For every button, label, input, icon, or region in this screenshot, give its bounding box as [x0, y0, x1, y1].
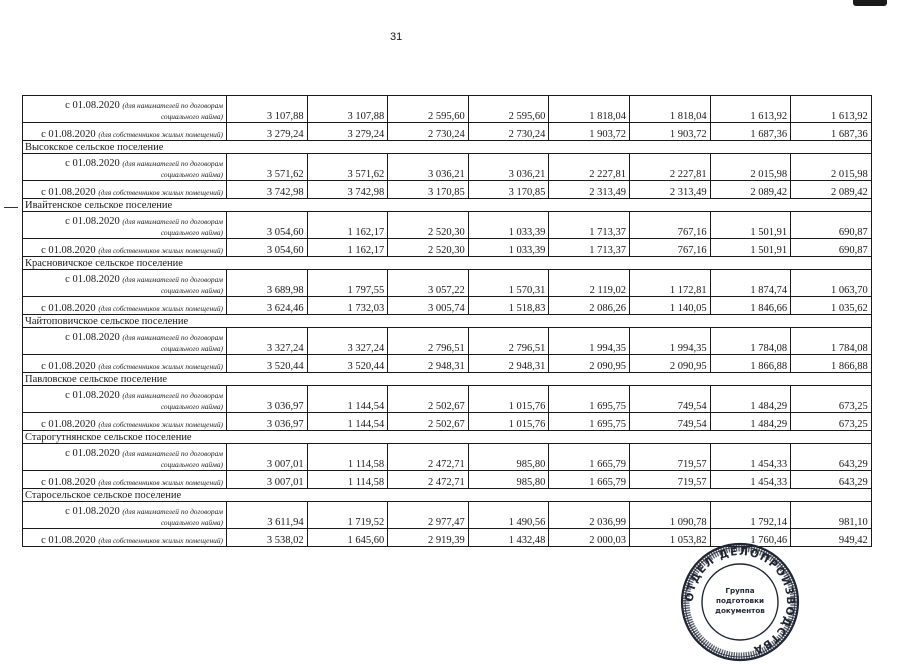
tariff-value-cell: 643,29	[791, 471, 872, 489]
effective-date: с 01.08.2020	[41, 128, 96, 140]
stamp-center-line-3: документов	[715, 606, 765, 615]
tariff-value-cell: 2 472,71	[388, 444, 469, 471]
tariff-value-cell: 1 162,17	[307, 212, 388, 239]
tariff-value-cell: 1 719,52	[307, 502, 388, 529]
effective-date: с 01.08.2020	[41, 244, 96, 256]
tariff-value-cell: 1 818,04	[629, 96, 710, 123]
category-note-continued: социального найма)	[160, 343, 223, 353]
tariff-value-cell: 2 502,67	[388, 386, 469, 413]
tariff-value-cell: 1 792,14	[710, 502, 791, 529]
tariff-value-cell: 2 977,47	[388, 502, 469, 529]
tariff-value-cell: 3 036,21	[468, 154, 549, 181]
category-note: (для собственников жилых помещений)	[98, 303, 223, 313]
category-note: (для нанимателей по договорам	[122, 390, 223, 400]
settlement-name: Павловское сельское поселение	[23, 373, 872, 386]
tariff-value-cell: 1 015,76	[468, 386, 549, 413]
tariff-value-cell: 1 818,04	[549, 96, 630, 123]
settlement-name: Старогутнянское сельское поселение	[23, 431, 872, 444]
settlement-name: Чайтоповичское сельское поселение	[23, 315, 872, 328]
tariff-value-cell: 3 611,94	[227, 502, 308, 529]
tariff-value-cell: 985,80	[468, 471, 549, 489]
settlement-header-row	[23, 315, 872, 328]
category-note: (для собственников жилых помещений)	[98, 361, 223, 371]
tariff-value-cell: 1 784,08	[791, 328, 872, 355]
tariff-value-cell: 690,87	[791, 239, 872, 257]
tariff-value-cell: 2 595,60	[388, 96, 469, 123]
tariff-value-cell: 1 613,92	[710, 96, 791, 123]
category-note: (для нанимателей по договорам	[122, 332, 223, 342]
category-note: (для нанимателей по договорам	[122, 158, 223, 168]
tariff-value-cell: 3 571,62	[307, 154, 388, 181]
tariff-value-cell: 1 033,39	[468, 239, 549, 257]
tariff-value-cell: 2 502,67	[388, 413, 469, 431]
tariff-value-cell: 1 454,33	[710, 444, 791, 471]
tariff-value-cell: 719,57	[629, 444, 710, 471]
settlement-name: Высокское сельское поселение	[23, 141, 872, 154]
effective-date: с 01.08.2020	[41, 534, 96, 546]
tariff-value-cell: 643,29	[791, 444, 872, 471]
effective-date: с 01.08.2020	[65, 99, 120, 111]
department-stamp	[678, 540, 802, 664]
tariff-value-cell: 1 903,72	[629, 123, 710, 141]
tariff-value-cell: 949,42	[791, 529, 872, 547]
tariff-value-cell: 1 090,78	[629, 502, 710, 529]
row-label	[23, 96, 227, 123]
row-label	[23, 270, 227, 297]
table-row	[23, 212, 872, 239]
tariff-value-cell: 3 007,01	[227, 444, 308, 471]
tariff-value-cell: 2 520,30	[388, 212, 469, 239]
tariff-value-cell: 2 948,31	[468, 355, 549, 373]
row-label	[23, 502, 227, 529]
tariff-value-cell: 1 732,03	[307, 297, 388, 315]
row-label	[23, 154, 227, 181]
tariff-value-cell: 2 919,39	[388, 529, 469, 547]
settlement-header-row	[23, 431, 872, 444]
stamp-center-line-2: подготовки	[716, 596, 764, 605]
tariff-value-cell: 3 689,98	[227, 270, 308, 297]
effective-date: с 01.08.2020	[65, 447, 120, 459]
category-note-continued: социального найма)	[160, 517, 223, 527]
category-note: (для нанимателей по договорам	[122, 448, 223, 458]
table-row	[23, 413, 872, 431]
category-note-continued: социального найма)	[160, 111, 223, 121]
tariff-value-cell: 749,54	[629, 386, 710, 413]
row-label	[23, 212, 227, 239]
tariff-value-cell: 2 796,51	[388, 328, 469, 355]
settlement-header-row	[23, 257, 872, 270]
effective-date: с 01.08.2020	[65, 505, 120, 517]
tariff-value-cell: 1 454,33	[710, 471, 791, 489]
effective-date: с 01.08.2020	[41, 186, 96, 198]
tariff-value-cell: 1 866,88	[710, 355, 791, 373]
table-row	[23, 444, 872, 471]
tariff-value-cell: 2 119,02	[549, 270, 630, 297]
table-row	[23, 239, 872, 257]
tariff-value-cell: 3 279,24	[307, 123, 388, 141]
tariff-value-cell: 1 172,81	[629, 270, 710, 297]
tariff-value-cell: 2 313,49	[549, 181, 630, 199]
row-label	[23, 386, 227, 413]
tariff-value-cell: 673,25	[791, 413, 872, 431]
tariff-value-cell: 2 595,60	[468, 96, 549, 123]
tariff-value-cell: 1 695,75	[549, 386, 630, 413]
effective-date: с 01.08.2020	[41, 302, 96, 314]
tariff-value-cell: 1 665,79	[549, 444, 630, 471]
table-row	[23, 181, 872, 199]
row-label	[23, 444, 227, 471]
tariff-value-cell: 2 015,98	[710, 154, 791, 181]
tariff-value-cell: 2 730,24	[468, 123, 549, 141]
tariff-value-cell: 3 054,60	[227, 212, 308, 239]
effective-date: с 01.08.2020	[65, 157, 120, 169]
row-label	[23, 355, 227, 373]
tariff-value-cell: 3 279,24	[227, 123, 308, 141]
table-row	[23, 471, 872, 489]
table-row	[23, 355, 872, 373]
tariff-value-cell: 1 144,54	[307, 413, 388, 431]
tariff-value-cell: 1 114,58	[307, 471, 388, 489]
tariff-value-cell: 1 645,60	[307, 529, 388, 547]
table-row	[23, 123, 872, 141]
table-row	[23, 154, 872, 181]
row-label	[23, 328, 227, 355]
table-row	[23, 297, 872, 315]
stamp-ring-text: ОТДЕЛ ДЕЛОПРОИЗВОДСТВА	[683, 545, 797, 657]
tariff-value-cell: 1 713,37	[549, 212, 630, 239]
table-row	[23, 386, 872, 413]
category-note: (для нанимателей по договорам	[122, 506, 223, 516]
tariff-value-cell: 1 903,72	[549, 123, 630, 141]
tariff-value-cell: 3 005,74	[388, 297, 469, 315]
stamp-center-line-1: Группа	[725, 586, 755, 595]
table-row	[23, 328, 872, 355]
tariff-value-cell: 3 054,60	[227, 239, 308, 257]
tariff-value-cell: 3 327,24	[307, 328, 388, 355]
tariff-value-cell: 3 742,98	[307, 181, 388, 199]
category-note-continued: социального найма)	[160, 459, 223, 469]
tariff-value-cell: 1 866,88	[791, 355, 872, 373]
tariff-value-cell: 2 086,26	[549, 297, 630, 315]
tariff-value-cell: 2 313,49	[629, 181, 710, 199]
tariff-value-cell: 1 518,83	[468, 297, 549, 315]
tariff-value-cell: 1 490,56	[468, 502, 549, 529]
tariff-value-cell: 1 501,91	[710, 212, 791, 239]
tariff-value-cell: 673,25	[791, 386, 872, 413]
row-label	[23, 413, 227, 431]
settlement-name: Старосельское сельское поселение	[23, 489, 872, 502]
tariff-value-cell: 3 036,97	[227, 386, 308, 413]
row-label	[23, 297, 227, 315]
table-row	[23, 502, 872, 529]
category-note: (для собственников жилых помещений)	[98, 129, 223, 139]
tariff-value-cell: 1 695,75	[549, 413, 630, 431]
settlement-header-row	[23, 199, 872, 212]
tariff-value-cell: 2 090,95	[629, 355, 710, 373]
settlement-name: Красновичское сельское поселение	[23, 257, 872, 270]
tariff-value-cell: 1 484,29	[710, 386, 791, 413]
tariff-value-cell: 767,16	[629, 239, 710, 257]
tariff-value-cell: 1 874,74	[710, 270, 791, 297]
tariff-value-cell: 1 994,35	[629, 328, 710, 355]
settlement-header-row	[23, 373, 872, 386]
tariff-value-cell: 1 015,76	[468, 413, 549, 431]
tariff-value-cell: 3 036,21	[388, 154, 469, 181]
tariff-value-cell: 3 520,44	[307, 355, 388, 373]
row-label	[23, 239, 227, 257]
settlement-header-row	[23, 141, 872, 154]
tariff-value-cell: 1 687,36	[710, 123, 791, 141]
tariff-value-cell: 1 053,82	[629, 529, 710, 547]
page-number: 31	[390, 31, 403, 43]
tariff-value-cell: 719,57	[629, 471, 710, 489]
tariff-value-cell: 767,16	[629, 212, 710, 239]
category-note-continued: социального найма)	[160, 169, 223, 179]
row-label	[23, 123, 227, 141]
tariff-value-cell: 981,10	[791, 502, 872, 529]
tariff-value-cell: 2 089,42	[791, 181, 872, 199]
tariff-value-cell: 985,80	[468, 444, 549, 471]
tariff-value-cell: 1 144,54	[307, 386, 388, 413]
effective-date: с 01.08.2020	[65, 215, 120, 227]
tariff-value-cell: 1 797,55	[307, 270, 388, 297]
tariff-value-cell: 1 162,17	[307, 239, 388, 257]
category-note: (для собственников жилых помещений)	[98, 187, 223, 197]
tariff-value-cell: 3 036,97	[227, 413, 308, 431]
tariff-value-cell: 3 057,22	[388, 270, 469, 297]
row-label	[23, 471, 227, 489]
effective-date: с 01.08.2020	[65, 273, 120, 285]
tariff-value-cell: 3 170,85	[468, 181, 549, 199]
tariff-value-cell: 3 327,24	[227, 328, 308, 355]
tariff-value-cell: 3 007,01	[227, 471, 308, 489]
tariff-value-cell: 1 432,48	[468, 529, 549, 547]
tariff-value-cell: 2 472,71	[388, 471, 469, 489]
row-label	[23, 181, 227, 199]
tariff-value-cell: 690,87	[791, 212, 872, 239]
category-note-continued: социального найма)	[160, 401, 223, 411]
tariff-value-cell: 1 846,66	[710, 297, 791, 315]
tariff-value-cell: 2 089,42	[710, 181, 791, 199]
tariff-value-cell: 3 107,88	[307, 96, 388, 123]
effective-date: с 01.08.2020	[65, 331, 120, 343]
tariff-value-cell: 2 036,99	[549, 502, 630, 529]
tariff-value-cell: 1 033,39	[468, 212, 549, 239]
tariff-value-cell: 1 140,05	[629, 297, 710, 315]
tariff-value-cell: 3 571,62	[227, 154, 308, 181]
category-note: (для собственников жилых помещений)	[98, 419, 223, 429]
tariff-value-cell: 2 520,30	[388, 239, 469, 257]
tariff-value-cell: 2 948,31	[388, 355, 469, 373]
tariff-value-cell: 2 000,03	[549, 529, 630, 547]
tariff-value-cell: 3 742,98	[227, 181, 308, 199]
tariff-value-cell: 1 484,29	[710, 413, 791, 431]
tariff-value-cell: 1 501,91	[710, 239, 791, 257]
tariff-value-cell: 749,54	[629, 413, 710, 431]
tariff-value-cell: 2 090,95	[549, 355, 630, 373]
effective-date: с 01.08.2020	[65, 389, 120, 401]
tariff-value-cell: 3 107,88	[227, 96, 308, 123]
tariff-value-cell: 1 570,31	[468, 270, 549, 297]
row-label	[23, 529, 227, 547]
table-row	[23, 270, 872, 297]
category-note: (для нанимателей по договорам	[122, 216, 223, 226]
tariff-value-cell: 3 170,85	[388, 181, 469, 199]
category-note-continued: социального найма)	[160, 227, 223, 237]
category-note: (для нанимателей по договорам	[122, 274, 223, 284]
tariff-value-cell: 1 784,08	[710, 328, 791, 355]
tariff-value-cell: 2 015,98	[791, 154, 872, 181]
effective-date: с 01.08.2020	[41, 360, 96, 372]
tariff-value-cell: 1 035,62	[791, 297, 872, 315]
tariff-value-cell: 1 760,46	[710, 529, 791, 547]
tariff-value-cell: 2 730,24	[388, 123, 469, 141]
tariff-table	[22, 95, 872, 547]
tariff-value-cell: 3 538,02	[227, 529, 308, 547]
tariff-value-cell: 1 114,58	[307, 444, 388, 471]
category-note: (для нанимателей по договорам	[122, 100, 223, 110]
tariff-value-cell: 2 227,81	[549, 154, 630, 181]
category-note: (для собственников жилых помещений)	[98, 477, 223, 487]
effective-date: с 01.08.2020	[41, 418, 96, 430]
tariff-value-cell: 1 665,79	[549, 471, 630, 489]
corner-mark	[853, 0, 887, 6]
tariff-value-cell: 1 713,37	[549, 239, 630, 257]
category-note: (для собственников жилых помещений)	[98, 245, 223, 255]
settlement-name: Ивайтенское сельское поселение	[23, 199, 872, 212]
tariff-value-cell: 2 227,81	[629, 154, 710, 181]
tariff-value-cell: 2 796,51	[468, 328, 549, 355]
tariff-value-cell: 3 520,44	[227, 355, 308, 373]
margin-tick	[4, 207, 18, 208]
settlement-header-row	[23, 489, 872, 502]
tariff-value-cell: 1 687,36	[791, 123, 872, 141]
tariff-value-cell: 1 994,35	[549, 328, 630, 355]
effective-date: с 01.08.2020	[41, 476, 96, 488]
tariff-value-cell: 1 063,70	[791, 270, 872, 297]
tariff-value-cell: 3 624,46	[227, 297, 308, 315]
category-note-continued: социального найма)	[160, 285, 223, 295]
table-row	[23, 96, 872, 123]
category-note: (для собственников жилых помещений)	[98, 535, 223, 545]
tariff-value-cell: 1 613,92	[791, 96, 872, 123]
